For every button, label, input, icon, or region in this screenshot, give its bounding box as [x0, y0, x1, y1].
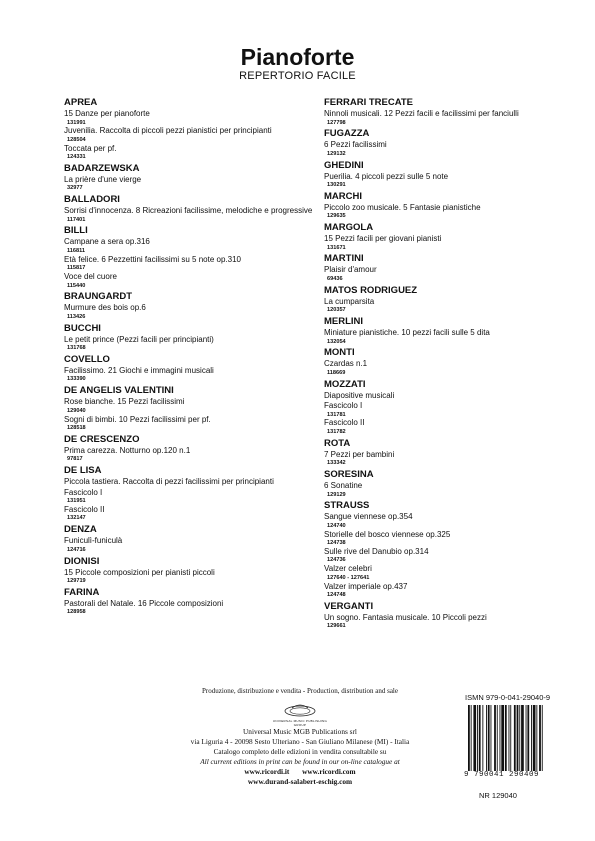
work-catalog-code: 133390: [67, 376, 86, 383]
work-title: Czardas n.1: [324, 359, 368, 369]
work-title: Fascicolo II: [324, 418, 365, 428]
ismn-code: ISMN 979-0-041-29040-9: [465, 693, 551, 702]
work-title: Prima carezza. Notturno op.120 n.1: [64, 445, 191, 455]
work-title: Piccolo zoo musicale. 5 Fantasie pianistiche: [324, 202, 481, 212]
work-catalog-code: 129129: [327, 491, 346, 498]
work-catalog-code: 131768: [67, 345, 86, 352]
work-title: Campane a sera op.316: [64, 237, 150, 247]
composer-name: BRAUNGARDT: [64, 291, 133, 303]
page-subtitle: REPERTORIO FACILE: [239, 70, 356, 82]
composer-name: STRAUSS: [324, 500, 370, 512]
url-ricordi-it[interactable]: www.ricordi.it: [244, 767, 290, 776]
work-catalog-code: 113426: [67, 313, 86, 320]
composer-name: MERLINI: [324, 316, 364, 328]
work-catalog-code: 129661: [327, 623, 346, 630]
composer-entry: [324, 97, 589, 126]
composer-name: FERRARI TRECATE: [324, 97, 414, 108]
work-catalog-code: 129040: [67, 407, 86, 414]
composer-name: VERGANTI: [324, 600, 374, 612]
work-catalog-code: 129635: [327, 213, 346, 220]
composer-name: MATOS RODRIGUEZ: [324, 284, 418, 296]
composer-name: DE ANGELIS VALENTINI: [64, 385, 174, 397]
work-title: Toccata per pf.: [64, 143, 117, 153]
composer-entry: [64, 225, 329, 289]
work-title: Ninnoli musicali. 12 Pezzi facili e facilissimi per fanciulli: [324, 109, 519, 118]
composer-entry: [64, 354, 329, 383]
barcode-icon: [466, 705, 564, 771]
composer-name: MARGOLA: [324, 222, 374, 234]
composer-entry: [64, 385, 329, 432]
production-line: Produzione, distribuzione e vendita - Production, distribution and sale: [202, 687, 398, 695]
work-title: Funiculì-funiculà: [64, 536, 123, 546]
work-catalog-code: 132054: [327, 338, 346, 345]
work-catalog-code: 128518: [67, 425, 86, 432]
work-catalog-code: 130291: [327, 182, 346, 189]
composer-entry: [64, 194, 329, 223]
composer-name: SORESINA: [324, 469, 374, 481]
work-title: Puerilia. 4 piccoli pezzi sulle 5 note: [324, 171, 449, 181]
composer-name: BALLADORI: [64, 194, 120, 206]
work-catalog-code: 97817: [67, 456, 83, 463]
composer-entry: [64, 556, 329, 585]
publisher-block: [150, 727, 450, 787]
work-catalog-code: 132147: [67, 515, 86, 522]
composer-entry: [324, 469, 589, 498]
url-ricordi-com[interactable]: www.ricordi.com: [302, 767, 356, 776]
composer-name: BADARZEWSKA: [64, 162, 140, 174]
composer-name: DE LISA: [64, 465, 102, 477]
work-title: Miniature pianistiche. 10 pezzi facili sulle 5 dita: [324, 328, 490, 338]
composer-name: APREA: [64, 97, 98, 108]
work-title: Pastorali del Natale. 16 Piccole composizioni: [64, 598, 224, 608]
work-catalog-code: 118669: [327, 369, 346, 376]
work-title: Valzer imperiale op.437: [324, 581, 408, 591]
company-address: via Liguria 4 - 20098 Sesto Ulteriano - San Giuliano Milanese (MI) - Italia: [190, 737, 410, 746]
composer-name: MOZZATI: [324, 378, 366, 390]
work-catalog-code: 124738: [327, 540, 346, 547]
work-catalog-code: 129132: [327, 150, 346, 157]
work-catalog-code: 124716: [67, 546, 86, 553]
composer-entry: [324, 285, 589, 314]
composer-entry: [324, 379, 589, 436]
work-catalog-code: 115817: [67, 265, 86, 272]
work-title: Juvenilia. Raccolta di piccoli pezzi pianistici per principianti: [64, 126, 272, 136]
work-catalog-code: 131782: [327, 428, 346, 435]
composer-entry: [324, 222, 589, 251]
work-title: Facilissimo. 21 Giochi e immagini musicali: [64, 365, 214, 375]
composer-name: DE CRESCENZO: [64, 433, 140, 445]
composer-entry: [64, 97, 329, 161]
work-catalog-code: 129719: [67, 578, 86, 585]
composer-entry: [324, 191, 589, 220]
composer-name: MONTI: [324, 347, 355, 359]
work-catalog-code: 69436: [327, 275, 343, 282]
work-title: Rose bianche. 15 Pezzi facilissimi: [64, 397, 185, 407]
work-title: Sangue viennese op.354: [324, 512, 413, 522]
composer-entry: [64, 465, 329, 522]
composer-name: FUGAZZA: [324, 128, 370, 140]
work-catalog-code: 127798: [327, 119, 346, 126]
work-catalog-code: 131671: [327, 244, 346, 251]
barcode-digits: 9 790041 290409: [464, 771, 540, 779]
work-catalog-code: 117401: [67, 216, 86, 223]
work-catalog-code: 131991: [67, 119, 86, 126]
work-catalog-code: 131951: [67, 498, 86, 505]
composer-name: DENZA: [64, 524, 97, 536]
work-catalog-code: 124748: [327, 592, 346, 599]
page-title: Pianoforte: [240, 44, 355, 70]
composer-name: MARTINI: [324, 253, 364, 265]
work-title: Età felice. 6 Pezzettini facilissimi su 5 note op.310: [64, 254, 241, 264]
work-catalog-code: 128958: [67, 609, 86, 616]
company-name: Universal Music MGB Publications srl: [243, 727, 357, 736]
work-title: Diapositive musicali: [324, 390, 395, 400]
work-title: Sulle rive del Danubio op.314: [324, 546, 429, 556]
composer-entry: [324, 160, 589, 189]
composer-entry: [324, 500, 589, 598]
work-title: Sorrisi d'innocenza. 8 Ricreazioni facilissime, melodiche e progressive: [64, 206, 313, 216]
composer-entry: [64, 291, 329, 320]
composer-name: MARCHI: [324, 190, 362, 202]
composer-name: FARINA: [64, 586, 100, 598]
work-catalog-code: 120357: [327, 307, 346, 314]
composer-entry: [324, 438, 589, 467]
composer-name: BILLI: [64, 225, 88, 237]
work-title: Fascicolo I: [64, 487, 103, 497]
catalog-note-en: All current editions in print can be found in our on-line catalogue at: [200, 757, 400, 766]
work-catalog-code: 127640 - 127641: [327, 574, 370, 581]
composer-entry: [324, 347, 589, 376]
work-title: 15 Piccole composizioni per pianisti piccoli: [64, 567, 215, 577]
composer-entry: [324, 128, 589, 157]
work-title: Valzer celebri: [324, 564, 372, 574]
catalog-column-left: [64, 96, 329, 618]
work-title: Voce del cuore: [64, 272, 117, 282]
composer-name: GHEDINI: [324, 159, 364, 171]
catalog-column-right: [324, 96, 589, 632]
work-catalog-code: 32977: [67, 185, 83, 192]
work-title: 15 Danze per pianoforte: [64, 109, 150, 118]
composer-entry: [64, 163, 329, 192]
work-title: Sogni di bimbi. 10 Pezzi facilissimi per pf.: [64, 414, 211, 424]
logo-text: UNIVERSAL MUSIC PUBLISHING GROUP: [272, 719, 328, 727]
url-line: [150, 767, 450, 777]
work-catalog-code: 131781: [327, 411, 346, 418]
composer-entry: [324, 316, 589, 345]
work-catalog-code: 124740: [327, 522, 346, 529]
catalog-number: NR 129040: [479, 791, 517, 800]
composer-name: ROTA: [324, 437, 351, 449]
work-catalog-code: 133342: [327, 460, 346, 467]
work-title: Piccola tastiera. Raccolta di pezzi facilissimi per principianti: [64, 477, 274, 487]
catalog-note: Catalogo completo delle edizioni in vendita consultabile su: [213, 747, 387, 756]
work-title: Fascicolo I: [324, 401, 363, 411]
work-catalog-code: 124736: [327, 557, 346, 564]
work-title: Un sogno. Fantasia musicale. 10 Piccoli pezzi: [324, 612, 487, 622]
composer-entry: [324, 601, 589, 630]
composer-entry: [324, 253, 589, 282]
work-title: La prière d'une vierge: [64, 174, 142, 184]
url-durand[interactable]: www.durand-salabert-eschig.com: [247, 777, 353, 786]
work-title: Le petit prince (Pezzi facili per principianti): [64, 334, 214, 344]
work-title: Fascicolo II: [64, 504, 105, 514]
work-catalog-code: 115440: [67, 282, 86, 289]
work-catalog-code: 124331: [67, 154, 86, 161]
work-title: 6 Sonatine: [324, 481, 363, 491]
work-title: Murmure des bois op.6: [64, 303, 146, 313]
work-title: 7 Pezzi per bambini: [324, 449, 395, 459]
work-title: Plaisir d'amour: [324, 265, 377, 275]
universal-logo-icon: [283, 701, 317, 719]
work-title: Storielle del bosco viennese op.325: [324, 529, 451, 539]
composer-name: BUCCHI: [64, 322, 101, 334]
composer-name: COVELLO: [64, 353, 110, 365]
work-catalog-code: 116811: [67, 247, 86, 254]
composer-entry: [64, 524, 329, 553]
work-title: 15 Pezzi facili per giovani pianisti: [324, 234, 442, 244]
composer-name: DIONISI: [64, 555, 100, 567]
composer-entry: [64, 323, 329, 352]
work-catalog-code: 128504: [67, 136, 86, 143]
composer-entry: [64, 587, 329, 616]
composer-entry: [64, 434, 329, 463]
work-title: 6 Pezzi facilissimi: [324, 140, 387, 150]
work-title: La cumparsita: [324, 296, 375, 306]
